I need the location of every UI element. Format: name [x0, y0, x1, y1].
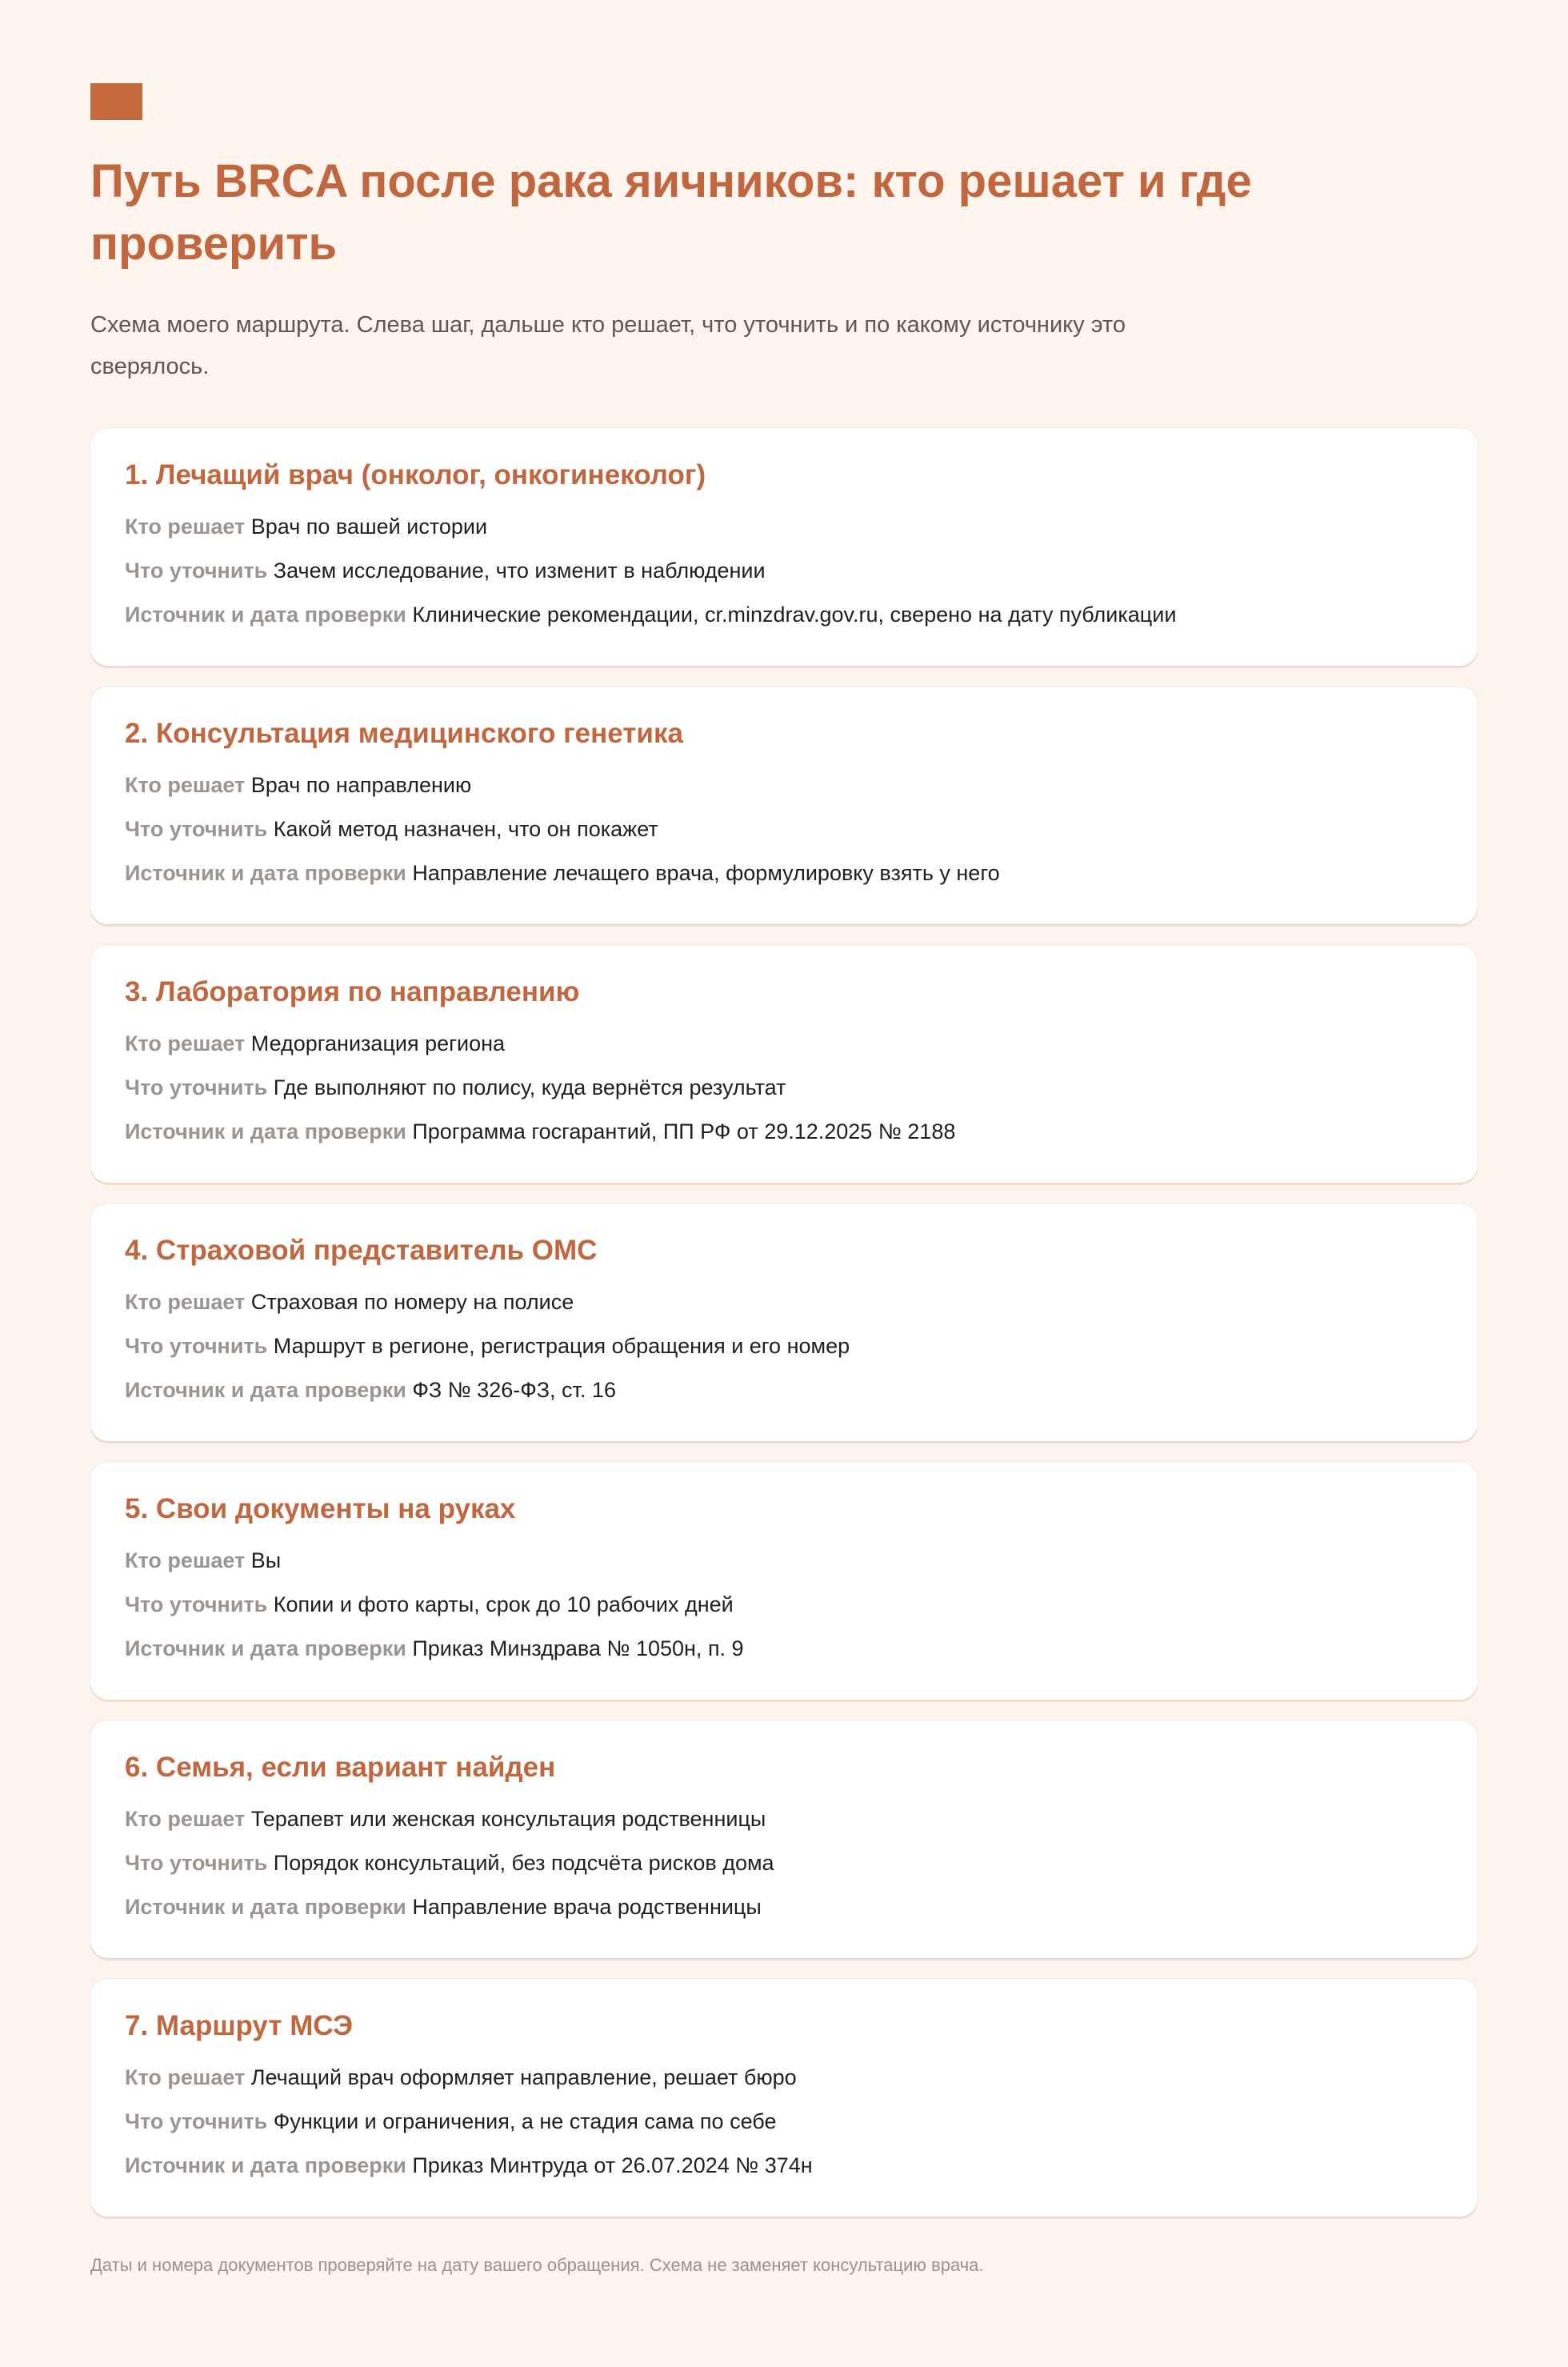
- step-card: [90, 1204, 1478, 1441]
- brand-mark: [90, 83, 142, 120]
- what-label: Что уточнить: [125, 2109, 268, 2133]
- step-card: [90, 1720, 1478, 1958]
- step-source-row: [125, 1885, 1443, 1929]
- what-value: Зачем исследование, что изменит в наблюдении: [273, 559, 766, 583]
- step-who-row: [125, 1022, 1443, 1066]
- step-what-row: [125, 1324, 1443, 1368]
- step-what-row: [125, 1841, 1443, 1885]
- source-label: Источник и дата проверки: [125, 1378, 406, 1402]
- step-card: [90, 1979, 1478, 2217]
- who-label: Кто решает: [125, 2065, 246, 2089]
- step-title: 6. Семья, если вариант найден: [125, 1752, 556, 1783]
- source-label: Источник и дата проверки: [125, 2153, 406, 2177]
- who-label: Кто решает: [125, 1548, 246, 1572]
- step-source-row: [125, 1110, 1443, 1154]
- step-what-row: [125, 549, 1443, 593]
- step-card: [90, 687, 1478, 924]
- what-value: Какой метод назначен, что он покажет: [273, 817, 658, 841]
- page-subtitle: Схема моего маршрута. Слева шаг, дальше кто решает, что уточнить и по какому источнику это сверялось.: [90, 312, 1126, 379]
- source-value: Направление лечащего врача, формулировку взять у него: [412, 861, 1000, 885]
- step-source-row: [125, 593, 1443, 637]
- step-title: 5. Свои документы на руках: [125, 1493, 516, 1524]
- source-value: Направление врача родственницы: [412, 1895, 762, 1919]
- step-source-row: [125, 851, 1443, 895]
- step-card: [90, 1462, 1478, 1700]
- who-label: Кто решает: [125, 773, 246, 797]
- step-title: 1. Лечащий врач (онколог, онкогинеколог): [125, 459, 706, 491]
- step-who-row: [125, 1539, 1443, 1583]
- source-value: ФЗ № 326-ФЗ, ст. 16: [412, 1378, 616, 1402]
- what-label: Что уточнить: [125, 817, 268, 841]
- who-label: Кто решает: [125, 1290, 246, 1314]
- step-who-row: [125, 763, 1443, 807]
- who-value: Вы: [250, 1548, 282, 1572]
- what-value: Копии и фото карты, срок до 10 рабочих дней: [273, 1592, 734, 1616]
- what-label: Что уточнить: [125, 1075, 268, 1099]
- what-label: Что уточнить: [125, 1851, 268, 1875]
- what-value: Маршрут в регионе, регистрация обращения и его номер: [273, 1334, 850, 1358]
- step-source-row: [125, 2144, 1443, 2188]
- step-what-row: [125, 807, 1443, 851]
- who-value: Терапевт или женская консультация родственницы: [250, 1807, 766, 1831]
- step-who-row: [125, 1797, 1443, 1841]
- source-label: Источник и дата проверки: [125, 1636, 406, 1660]
- footer-note: Даты и номера документов проверяйте на дату вашего обращения. Схема не заменяет консультацию врача.: [90, 2255, 984, 2275]
- step-card: [90, 428, 1478, 666]
- source-value: Приказ Минтруда от 26.07.2024 № 374н: [412, 2153, 813, 2177]
- what-label: Что уточнить: [125, 1334, 268, 1358]
- step-title: 4. Страховой представитель ОМС: [125, 1235, 598, 1266]
- step-who-row: [125, 1280, 1443, 1324]
- what-label: Что уточнить: [125, 559, 268, 583]
- who-label: Кто решает: [125, 1807, 246, 1831]
- who-value: Медорганизация региона: [250, 1031, 506, 1055]
- who-value: Страховая по номеру на полисе: [250, 1290, 574, 1314]
- who-value: Врач по вашей истории: [250, 515, 488, 539]
- step-what-row: [125, 1583, 1443, 1627]
- page-title: Путь BRCA после рака яичников: кто решает и где проверить: [90, 155, 1252, 270]
- source-label: Источник и дата проверки: [125, 861, 406, 885]
- step-title: 7. Маршрут МСЭ: [125, 2010, 354, 2041]
- who-label: Кто решает: [125, 1031, 246, 1055]
- step-source-row: [125, 1627, 1443, 1671]
- who-label: Кто решает: [125, 515, 246, 539]
- source-label: Источник и дата проверки: [125, 1119, 406, 1143]
- step-what-row: [125, 2100, 1443, 2144]
- source-value: Приказ Минздрава № 1050н, п. 9: [412, 1636, 744, 1660]
- what-value: Порядок консультаций, без подсчёта рисков дома: [273, 1851, 774, 1875]
- what-value: Где выполняют по полису, куда вернётся результат: [273, 1075, 786, 1099]
- who-value: Лечащий врач оформляет направление, решает бюро: [250, 2065, 797, 2089]
- source-label: Источник и дата проверки: [125, 1895, 406, 1919]
- step-title: 2. Консультация медицинского генетика: [125, 718, 683, 749]
- step-card: [90, 945, 1478, 1183]
- step-title: 3. Лаборатория по направлению: [125, 976, 580, 1007]
- source-value: Клинические рекомендации, cr.minzdrav.gov.ru, сверено на дату публикации: [412, 603, 1177, 627]
- what-value: Функции и ограничения, а не стадия сама по себе: [273, 2109, 777, 2133]
- step-who-row: [125, 2056, 1443, 2100]
- step-who-row: [125, 505, 1443, 549]
- what-label: Что уточнить: [125, 1592, 268, 1616]
- source-label: Источник и дата проверки: [125, 603, 406, 627]
- step-source-row: [125, 1368, 1443, 1412]
- step-what-row: [125, 1066, 1443, 1110]
- source-value: Программа госгарантий, ПП РФ от 29.12.2025 № 2188: [412, 1119, 956, 1143]
- who-value: Врач по направлению: [250, 773, 472, 797]
